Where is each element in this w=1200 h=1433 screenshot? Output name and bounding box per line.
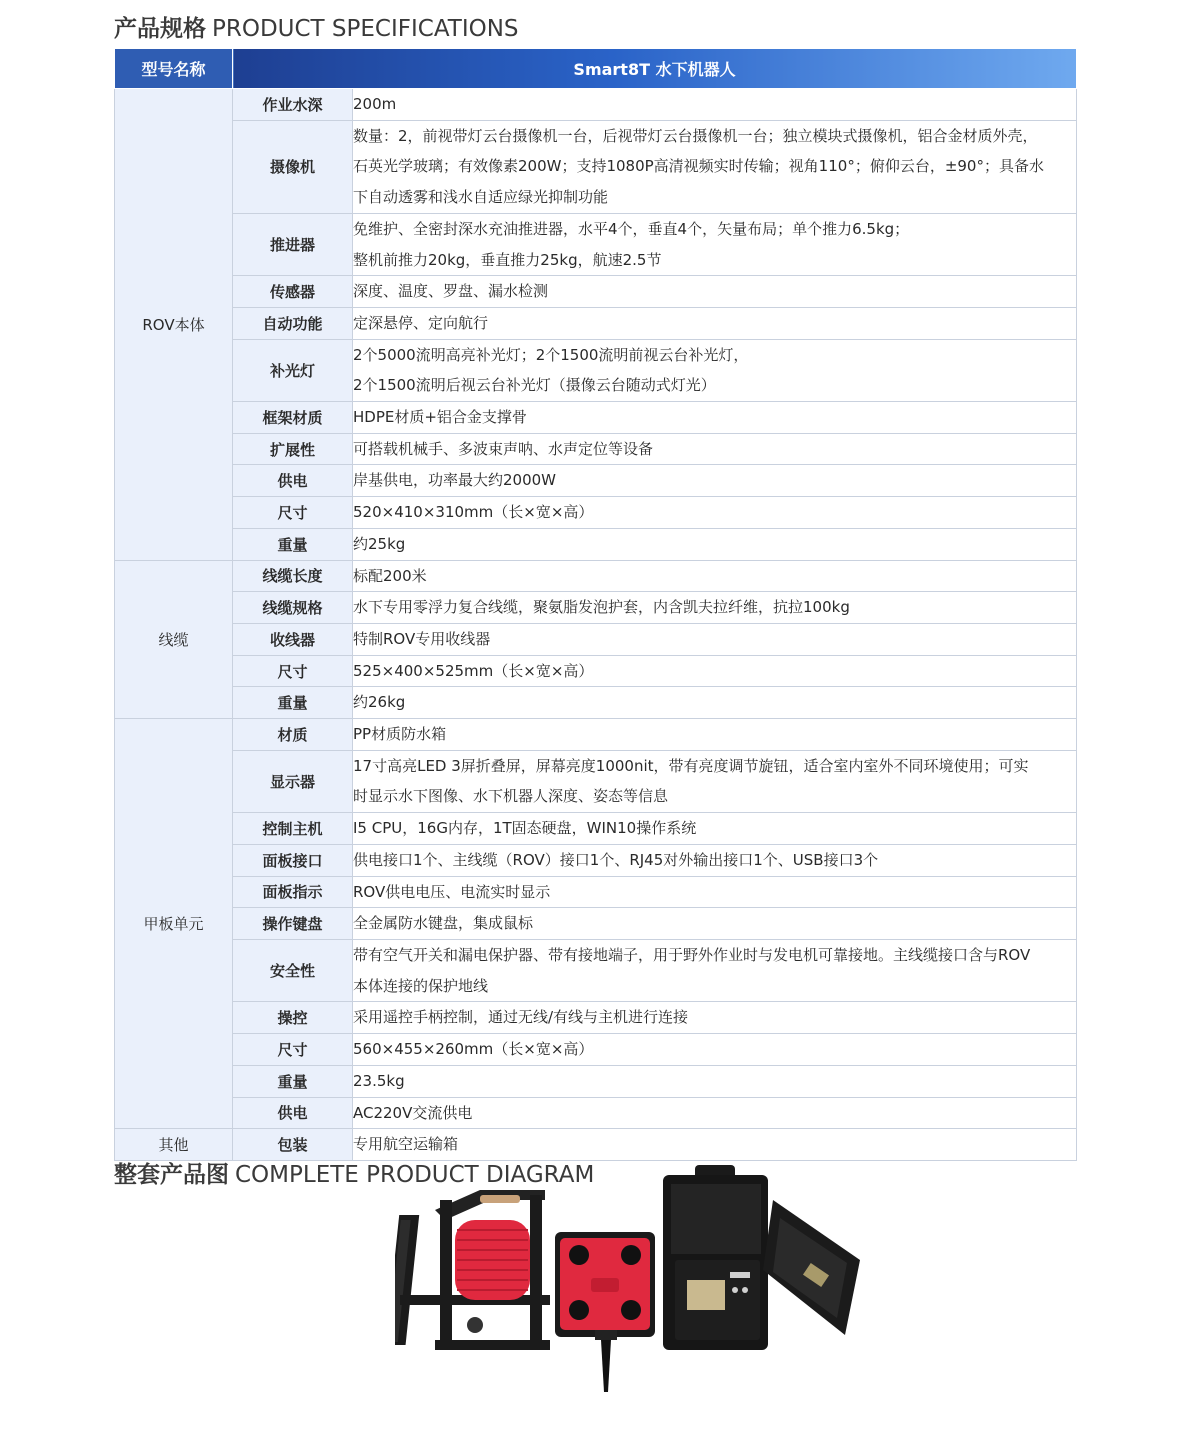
value-line: 供电接口1个、主线缆（ROV）接口1个、RJ45对外输出接口1个、USB接口3个 (353, 850, 879, 869)
item-cell: 推进器 (233, 213, 353, 275)
item-cell: 控制主机 (233, 813, 353, 845)
table-row (115, 307, 1077, 339)
item-cell: 重量 (233, 528, 353, 560)
value-line: 200m (353, 95, 397, 113)
table-row (115, 339, 1077, 401)
product-diagram-image (395, 1160, 865, 1400)
item-cell: 尺寸 (233, 497, 353, 529)
item-cell: 自动功能 (233, 307, 353, 339)
spec-heading-cn: 产品规格 (114, 16, 206, 42)
value-cell (353, 307, 1077, 339)
value-line: 深度、温度、罗盘、漏水检测 (353, 282, 549, 301)
value-cell (353, 876, 1077, 908)
value-line: HDPE材质+铝合金支撑骨 (353, 408, 527, 427)
value-cell (353, 1097, 1077, 1129)
value-line: 520×410×310mm（长×宽×高） (353, 503, 594, 522)
table-row (115, 89, 1077, 121)
table-row (115, 813, 1077, 845)
item-cell: 线缆规格 (233, 592, 353, 624)
item-cell: 摄像机 (233, 120, 353, 213)
value-line: 数量：2，前视带灯云台摄像机一台，后视带灯云台摄像机一台；独立模块式摄像机，铝合金材质外壳， (353, 126, 1038, 145)
value-line: I5 CPU，16G内存，1T固态硬盘，WIN10操作系统 (353, 819, 697, 838)
item-cell: 面板指示 (233, 876, 353, 908)
table-row (115, 939, 1077, 1001)
table-row (115, 528, 1077, 560)
spec-table-header (115, 49, 1077, 89)
value-line: 2个5000流明高亮补光灯；2个1500流明前视云台补光灯， (353, 345, 749, 364)
item-cell: 作业水深 (233, 89, 353, 121)
value-line: 17寸高亮LED 3屏折叠屏，屏幕亮度1000nit，带有亮度调节旋钮，适合室内室外不同环境使用；可实 (353, 756, 1029, 775)
item-cell: 补光灯 (233, 339, 353, 401)
table-row (115, 1097, 1077, 1129)
value-line: 采用遥控手柄控制，通过无线/有线与主机进行连接 (353, 1008, 689, 1027)
value-line: 525×400×525mm（长×宽×高） (353, 661, 594, 680)
value-line: 标配200米 (353, 566, 427, 585)
spec-table (114, 48, 1077, 1161)
value-cell (353, 402, 1077, 434)
value-line: 定深悬停、定向航行 (353, 313, 489, 332)
value-cell (353, 939, 1077, 1001)
product-diagram-svg (395, 1160, 865, 1400)
value-line: 23.5kg (353, 1071, 405, 1090)
item-cell: 材质 (233, 719, 353, 751)
value-cell (353, 719, 1077, 751)
item-cell: 扩展性 (233, 433, 353, 465)
value-line: 下自动透雾和浅水自适应绿光抑制功能 (353, 188, 609, 207)
item-cell: 尺寸 (233, 655, 353, 687)
spec-heading-en: PRODUCT SPECIFICATIONS (212, 16, 519, 42)
table-row (115, 592, 1077, 624)
value-cell (353, 623, 1077, 655)
category-cell: ROV本体 (115, 89, 233, 561)
table-row (115, 750, 1077, 812)
item-cell: 操控 (233, 1002, 353, 1034)
value-line: 专用航空运输箱 (353, 1135, 459, 1154)
value-cell (353, 465, 1077, 497)
value-cell (353, 339, 1077, 401)
value-cell (353, 560, 1077, 592)
item-cell: 尺寸 (233, 1034, 353, 1066)
value-line: 约26kg (353, 693, 406, 712)
value-line: 免维护、全密封深水充油推进器，水平4个，垂直4个，矢量布局；单个推力6.5kg； (353, 219, 910, 238)
table-row (115, 623, 1077, 655)
table-row (115, 1065, 1077, 1097)
value-cell (353, 213, 1077, 275)
value-cell (353, 89, 1077, 121)
value-cell (353, 497, 1077, 529)
value-line: 560×455×260mm（长×宽×高） (353, 1040, 594, 1059)
value-line: 整机前推力20kg，垂直推力25kg，航速2.5节 (353, 250, 662, 269)
item-cell: 传感器 (233, 276, 353, 308)
table-row (115, 120, 1077, 213)
value-line: 水下专用零浮力复合线缆，聚氨脂发泡护套，内含凯夫拉纤维，抗拉100kg (353, 598, 850, 617)
table-row (115, 433, 1077, 465)
rov-illustration (555, 1232, 655, 1392)
table-row (115, 497, 1077, 529)
value-cell (353, 687, 1077, 719)
table-row (115, 687, 1077, 719)
value-cell (353, 120, 1077, 213)
value-line: 时显示水下图像、水下机器人深度、姿态等信息 (353, 787, 669, 806)
item-cell: 操作键盘 (233, 908, 353, 940)
value-line: 全金属防水键盘，集成鼠标 (353, 914, 534, 933)
value-cell (353, 908, 1077, 940)
table-row (115, 719, 1077, 751)
item-cell: 供电 (233, 1097, 353, 1129)
item-cell: 重量 (233, 1065, 353, 1097)
value-cell (353, 592, 1077, 624)
value-line: PP材质防水箱 (353, 725, 447, 744)
value-cell (353, 1065, 1077, 1097)
value-cell (353, 1034, 1077, 1066)
table-row (115, 844, 1077, 876)
header-category: 型号名称 (115, 49, 233, 89)
value-cell (353, 433, 1077, 465)
table-row (115, 1034, 1077, 1066)
item-cell: 包装 (233, 1129, 353, 1161)
value-line: 特制ROV专用收线器 (353, 629, 491, 648)
value-cell (353, 528, 1077, 560)
spec-heading (114, 10, 519, 43)
table-row (115, 465, 1077, 497)
header-model: Smart8T 水下机器人 (233, 49, 1077, 89)
value-cell (353, 750, 1077, 812)
item-cell: 供电 (233, 465, 353, 497)
table-row (115, 908, 1077, 940)
item-cell: 面板接口 (233, 844, 353, 876)
value-line: 岸基供电，功率最大约2000W (353, 471, 557, 490)
table-row (115, 1002, 1077, 1034)
table-row (115, 876, 1077, 908)
category-cell: 线缆 (115, 560, 233, 719)
item-cell: 收线器 (233, 623, 353, 655)
value-line: 石英光学玻璃；有效像素200W；支持1080P高清视频实时传输；视角110°；俯仰云台，±90°；具备水 (353, 157, 1044, 176)
item-cell: 安全性 (233, 939, 353, 1001)
value-cell (353, 276, 1077, 308)
table-row (115, 402, 1077, 434)
item-cell: 显示器 (233, 750, 353, 812)
value-line: 可搭载机械手、多波束声呐、水声定位等设备 (353, 439, 654, 458)
diagram-heading-en: COMPLETE PRODUCT DIAGRAM (235, 1162, 595, 1188)
cable-reel-illustration (395, 1190, 550, 1350)
table-row (115, 213, 1077, 275)
item-cell: 框架材质 (233, 402, 353, 434)
category-cell: 甲板单元 (115, 719, 233, 1129)
value-cell (353, 813, 1077, 845)
value-line: 2个1500流明后视云台补光灯（摄像云台随动式灯光） (353, 376, 716, 395)
table-row (115, 560, 1077, 592)
item-cell: 线缆长度 (233, 560, 353, 592)
category-cell: 其他 (115, 1129, 233, 1161)
item-cell: 重量 (233, 687, 353, 719)
value-line: ROV供电电压、电流实时显示 (353, 882, 551, 901)
value-line: 约25kg (353, 534, 406, 553)
table-row (115, 655, 1077, 687)
value-cell (353, 1002, 1077, 1034)
value-cell (353, 655, 1077, 687)
diagram-heading-cn: 整套产品图 (114, 1162, 229, 1188)
control-box-illustration (663, 1165, 860, 1350)
value-cell (353, 844, 1077, 876)
spec-table-body (115, 89, 1077, 1161)
value-line: AC220V交流供电 (353, 1103, 473, 1122)
value-line: 本体连接的保护地线 (353, 976, 489, 995)
table-row (115, 276, 1077, 308)
value-line: 带有空气开关和漏电保护器、带有接地端子，用于野外作业时与发电机可靠接地。主线缆接口含与ROV (353, 945, 1031, 964)
